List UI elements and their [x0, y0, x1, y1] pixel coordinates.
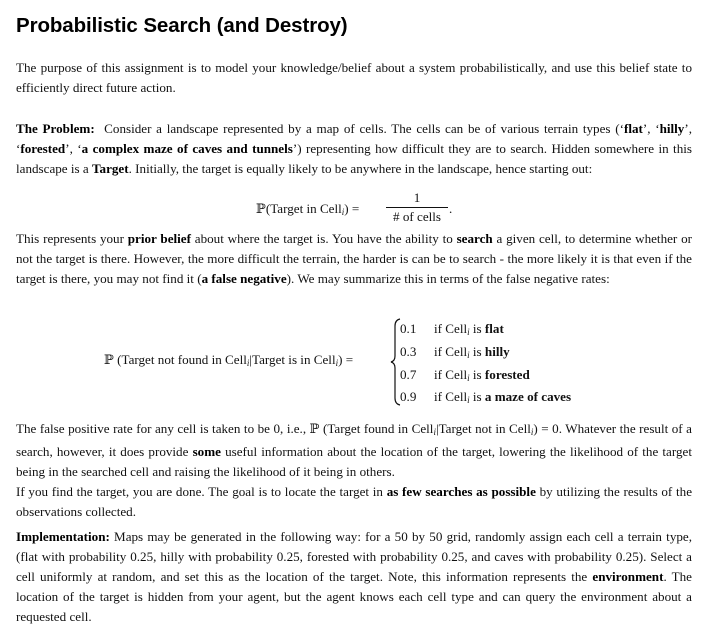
term-search: search: [456, 231, 493, 246]
eq2-subscript-2: i: [335, 358, 339, 368]
rate-row-caves: [400, 387, 571, 407]
rate-subscript: i: [467, 327, 470, 337]
problem-text-6: . Initially, the target is equally likely to be anywhere in the landscape, hence starting out:: [128, 161, 593, 176]
eq2-lhs-c: ) =: [338, 352, 354, 367]
impl-text-2: . The location of the target is hidden from your agent, but the agent knows each cell type and can query the environment about a requested cell.: [16, 569, 692, 624]
rate-value: 0.7: [400, 367, 417, 382]
rate-is: is: [472, 321, 482, 336]
problem-text-4: ’, ‘: [65, 141, 82, 156]
rate-subscript: i: [467, 373, 470, 383]
rate-terrain: hilly: [484, 344, 510, 359]
rate-row-flat: [400, 319, 504, 339]
rate-row-hilly: [400, 342, 510, 362]
eq2-subscript-1: i: [246, 358, 250, 368]
rate-subscript: i: [467, 350, 470, 360]
fpos-subscript-2: i: [530, 427, 534, 437]
belief-text-1: This represents your: [16, 231, 128, 246]
rate-terrain: a maze of caves: [484, 389, 572, 404]
belief-paragraph: [16, 229, 692, 289]
fpos-text-1: The false positive rate for any cell is taken to be 0, i.e., ℙ (Target found in Cell: [16, 421, 434, 436]
rate-condition: if Cell: [434, 389, 468, 404]
problem-text-2: ’, ‘: [642, 121, 660, 136]
rate-condition: if Cell: [434, 344, 468, 359]
rate-condition: if Cell: [434, 367, 468, 382]
fpos-text-2: |Target not in Cell: [435, 421, 531, 436]
eq1-equals: ) =: [344, 201, 360, 216]
term-false-negative: a false negative: [201, 271, 287, 286]
goal-text-2: by utilizing the results of the observations collected.: [16, 484, 693, 519]
belief-text-2: about where the target is. You have the ability to: [190, 231, 457, 246]
fpos-text-3: ) = 0. Whatever the result of a search, however, it does provide: [16, 421, 692, 459]
eq1-subscript: i: [341, 207, 345, 217]
term-few-searches: as few searches as possible: [386, 484, 536, 499]
term-target: Target: [92, 161, 129, 176]
rate-is: is: [472, 344, 482, 359]
prior-equation-lhs: [256, 201, 359, 217]
term-forested: forested: [20, 141, 66, 156]
term-caves: a complex maze of caves and tunnels: [81, 141, 293, 156]
rate-is: is: [472, 367, 482, 382]
fraction-bar: [386, 207, 448, 208]
problem-text-1: Consider a landscape represented by a map of cells. The cells can be of various terrain types (‘: [104, 121, 624, 136]
problem-label: The Problem:: [16, 121, 95, 136]
eq1-period: .: [449, 201, 453, 216]
impl-text-1: Maps may be generated in the following way: for a 50 by 50 grid, randomly assign each cell a terrain type, (flat with probability 0.25, hilly with probability 0.25, forested with probability 0.25, and caves with probability 0.25). Select a cell uniformly at random, and set this as the location of the target. Note, this information represents the: [16, 529, 692, 584]
term-environment: environment: [592, 569, 664, 584]
rate-terrain: forested: [484, 367, 530, 382]
prior-fraction: [386, 190, 448, 225]
term-some: some: [192, 444, 221, 459]
rate-value: 0.3: [400, 344, 417, 359]
eq2-lhs-b: |Target is in Cell: [249, 352, 336, 367]
rate-subscript: i: [467, 395, 470, 405]
problem-text-3: ’, ‘: [16, 121, 692, 156]
rate-row-forested: [400, 365, 530, 385]
belief-text-4: ). We may summarize this in terms of the false negative rates:: [286, 271, 610, 286]
goal-paragraph: [16, 482, 692, 522]
false-positive-paragraph: [16, 419, 692, 482]
false-negative-equation: [104, 316, 664, 408]
prior-equation: [256, 190, 496, 230]
term-prior-belief: prior belief: [127, 231, 191, 246]
fpos-subscript-1: i: [433, 427, 436, 437]
term-hilly: hilly: [659, 121, 685, 136]
belief-text-3: a given cell, to determine whether or not the target is there. However, the more difficult the terrain, the harder is can be to search - the more likely it is that even if the target is there, you may not find it (: [16, 231, 692, 286]
intro-paragraph: The purpose of this assignment is to model your knowledge/belief about a system probabilistically, and use this belief state to efficiently direct future action.: [16, 60, 692, 95]
term-flat: flat: [623, 121, 643, 136]
rate-value: 0.9: [400, 389, 417, 404]
goal-text-1: If you find the target, you are done. The goal is to locate the target in: [16, 484, 387, 499]
fraction-denominator: # of cells: [393, 209, 441, 224]
page-title: Probabilistic Search (and Destroy): [16, 14, 348, 37]
false-negative-lhs: [104, 352, 353, 368]
rate-is: is: [472, 389, 482, 404]
fraction-numerator: 1: [413, 190, 421, 205]
implementation-paragraph: [16, 527, 692, 627]
rate-terrain: flat: [484, 321, 504, 336]
implementation-label: Implementation:: [16, 529, 110, 544]
problem-paragraph: [16, 119, 692, 179]
eq1-lhs-text: ℙ(Target in Cell: [256, 201, 342, 216]
rate-condition: if Cell: [434, 321, 468, 336]
fpos-text-4: useful information about the location of the target, lowering the likelihood of the target being in the searched cell and raising the likelihood of it being in others.: [16, 444, 692, 479]
eq2-lhs-a: ℙ (Target not found in Cell: [104, 352, 247, 367]
problem-text-5: ’) representing how difficult they are to search. Hidden somewhere in this landscape is a: [16, 141, 692, 176]
rate-value: 0.1: [400, 321, 417, 336]
